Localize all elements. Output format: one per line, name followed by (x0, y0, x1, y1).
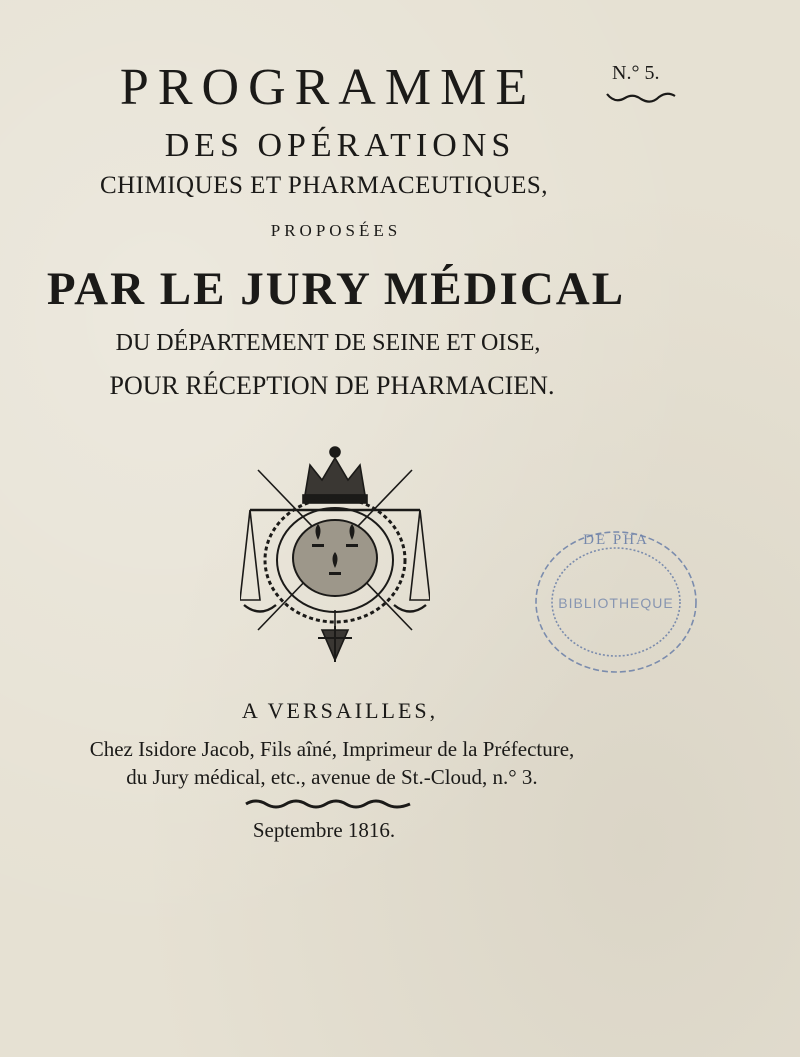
subtitle: DES OPÉRATIONS (164, 127, 516, 164)
subtitle-line: CHIMIQUES ET PHARMACEUTIQUES, (99, 172, 549, 199)
imprint-address: du Jury médical, etc., avenue de St.-Cloud, n.° 3. (126, 765, 538, 789)
imprint-date: Septembre 1816. (252, 818, 396, 842)
stamp-text-middle: BIBLIOTHEQUE (558, 595, 674, 611)
library-stamp-icon (524, 522, 704, 682)
page-title: PROGRAMME (119, 59, 537, 116)
department-line: DU DÉPARTEMENT DE SEINE ET OISE, (115, 330, 541, 356)
number-label: N.° 5. (612, 62, 660, 84)
stamp-text-top: DE PHA (583, 532, 649, 548)
imprint-city: A VERSAILLES, (241, 698, 439, 723)
wave-divider-icon (244, 798, 412, 810)
jury-heading: PAR LE JURY MÉDICAL (46, 263, 626, 315)
flourish-icon (605, 90, 677, 106)
reception-line: POUR RÉCEPTION DE PHARMACIEN. (109, 371, 555, 400)
royal-coat-of-arms-icon (240, 440, 430, 665)
imprint-publisher: Chez Isidore Jacob, Fils aîné, Imprimeur de la Préfecture, (89, 737, 575, 761)
subtitle-line: PROPOSÉES (270, 221, 402, 240)
